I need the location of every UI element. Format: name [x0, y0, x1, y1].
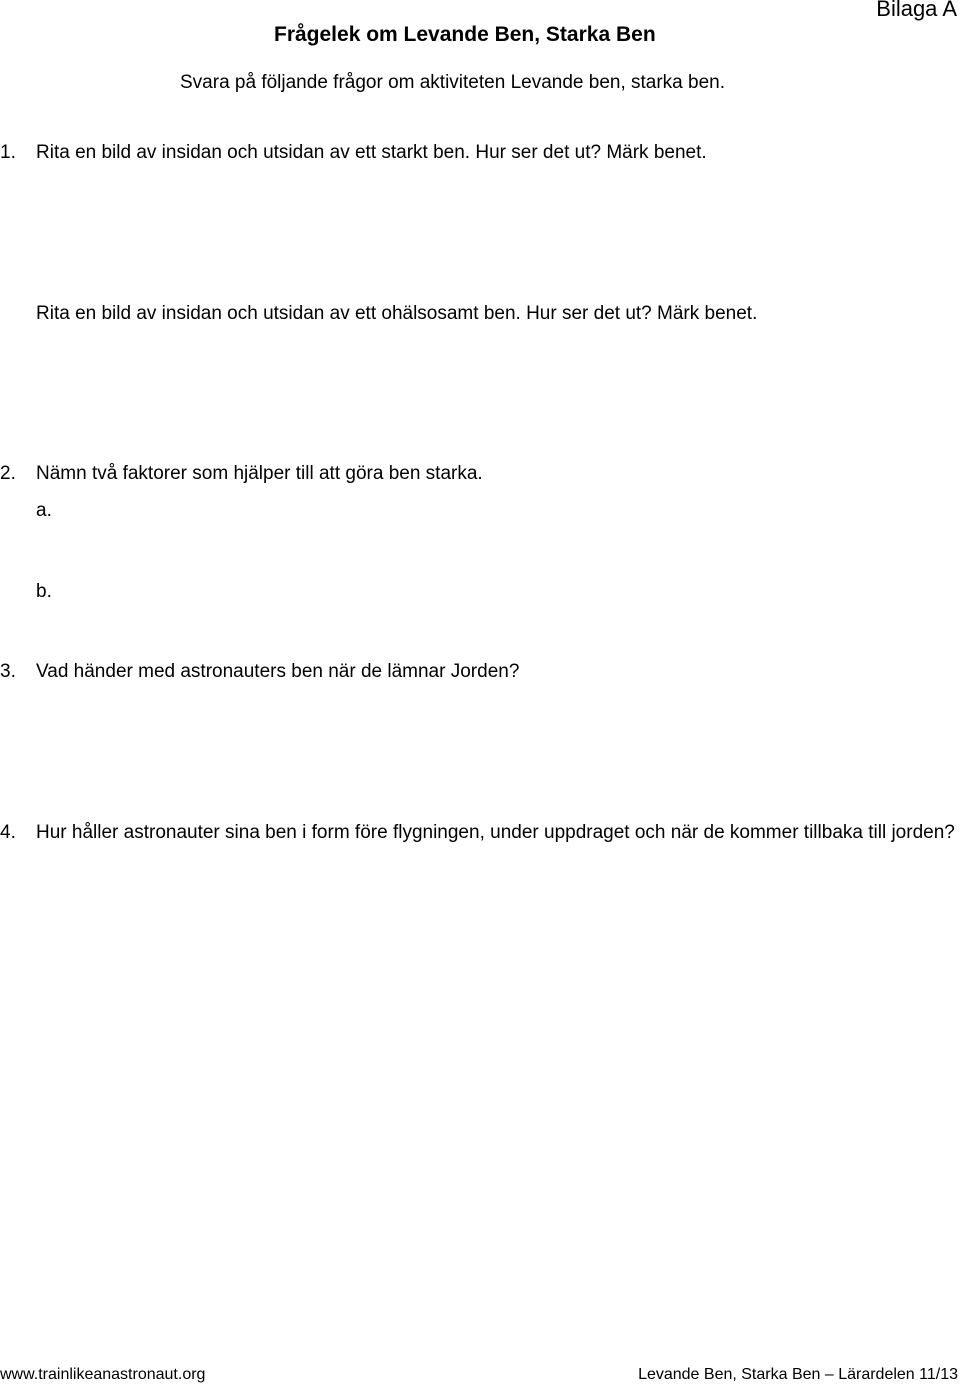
page-title: Frågelek om Levande Ben, Starka Ben: [274, 23, 656, 46]
question-4-text: Hur håller astronauter sina ben i form före flygningen, under uppdraget och när de kommer tillbaka till jorden?: [36, 822, 955, 843]
question-2-option-a: a.: [36, 500, 52, 521]
question-1-followup: Rita en bild av insidan och utsidan av ett ohälsosamt ben. Hur ser det ut? Märk benet.: [36, 303, 758, 324]
question-2-text: Nämn två faktorer som hjälper till att göra ben starka.: [36, 463, 483, 484]
footer-page-info: Levande Ben, Starka Ben – Lärardelen 11/13: [638, 1366, 958, 1383]
footer-website-link[interactable]: www.trainlikeanastronaut.org: [0, 1366, 206, 1383]
appendix-label: Bilaga A: [876, 0, 957, 21]
question-3-text: Vad händer med astronauters ben när de lämnar Jorden?: [36, 661, 520, 682]
question-3-number: 3.: [0, 661, 16, 682]
intro-text: Svara på följande frågor om aktiviteten Levande ben, starka ben.: [180, 72, 726, 93]
question-2-option-b: b.: [36, 581, 52, 602]
question-2-number: 2.: [0, 463, 16, 484]
question-1-number: 1.: [0, 142, 16, 163]
question-1-text: Rita en bild av insidan och utsidan av ett starkt ben. Hur ser det ut? Märk benet.: [36, 142, 707, 163]
question-4-number: 4.: [0, 822, 16, 843]
